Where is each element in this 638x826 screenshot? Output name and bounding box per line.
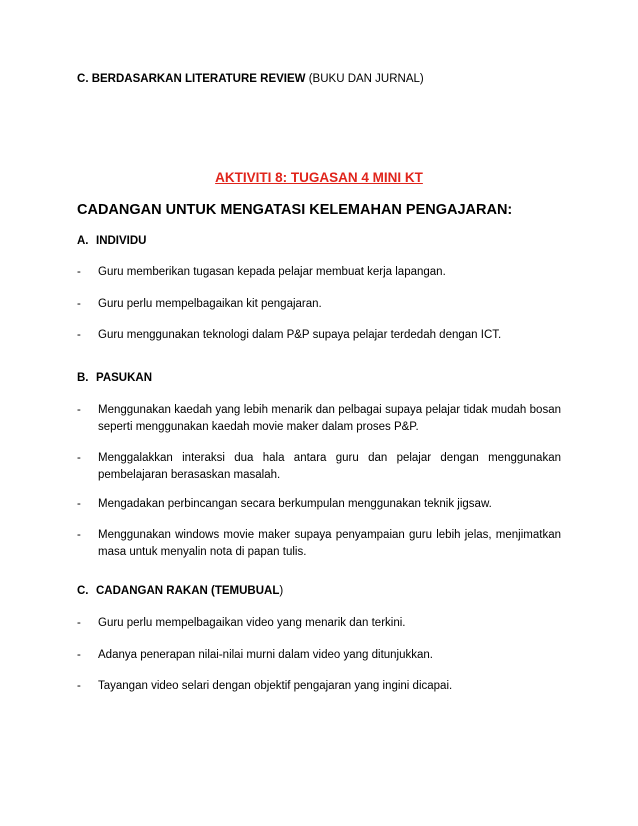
section-letter: B. [77,372,89,384]
section-letter: A. [77,235,89,247]
list-item [77,327,561,344]
list-item-text: Menggunakan kaedah yang lebih menarik dan pelbagai supaya pelajar tidak mudah bosan seperti menggunakan kaedah movie maker dalam proses P&P. [98,404,561,433]
list-item-text: Adanya penerapan nilai-nilai murni dalam video yang ditunjukkan. [98,649,433,661]
literature-review-heading [77,73,424,85]
bullet-dash: - [77,617,81,629]
bullet-dash: - [77,266,81,278]
list-item [77,450,561,484]
list-item [77,527,561,561]
activity-title: AKTIVITI 8: TUGASAN 4 MINI KT [215,170,423,185]
section-title-suffix: ) [279,585,284,597]
list-item [77,678,561,695]
section-letter: C. [77,585,89,597]
heading-prefix: C [77,73,86,85]
list-item [77,402,561,436]
list-item [77,496,561,513]
list-item-text: Guru memberikan tugasan kepada pelajar membuat kerja lapangan. [98,266,446,278]
section-title: INDIVIDU [96,235,147,247]
bullet-dash: - [77,329,81,341]
list-item-text: Menggunakan windows movie maker supaya penyampaian guru lebih jelas, menjimatkan masa untuk menyalin nota di papan tulis. [98,529,561,558]
bullet-dash: - [77,680,81,692]
main-heading: CADANGAN UNTUK MENGATASI KELEMAHAN PENGAJARAN: [77,202,513,218]
section-c-heading [77,585,283,597]
section-title: CADANGAN RAKAN (TEMUBUAL [96,585,280,597]
section-b-heading [77,372,152,384]
bullet-dash: - [77,452,81,464]
heading-subtitle: (BUKU DAN JURNAL) [305,73,424,85]
list-item [77,296,561,313]
list-item [77,647,561,664]
list-item-text: Guru perlu mempelbagaikan video yang menarik dan terkini. [98,617,406,629]
list-item [77,264,561,281]
bullet-dash: - [77,498,81,510]
bullet-dash: - [77,649,81,661]
list-item-text: Guru perlu mempelbagaikan kit pengajaran. [98,298,322,310]
list-item-text: Menggalakkan interaksi dua hala antara guru dan pelajar dengan menggunakan pembelajaran berasaskan masalah. [98,452,561,481]
list-item [77,615,561,632]
bullet-dash: - [77,404,81,416]
section-title: PASUKAN [96,372,153,384]
bullet-dash: - [77,298,81,310]
section-a-heading [77,235,146,247]
list-item-text: Mengadakan perbincangan secara berkumpulan menggunakan teknik jigsaw. [98,498,492,510]
list-item-text: Guru menggunakan teknologi dalam P&P supaya pelajar terdedah dengan ICT. [98,329,502,341]
list-item-text: Tayangan video selari dengan objektif pengajaran yang ingini dicapai. [98,680,453,692]
bullet-dash: - [77,529,81,541]
heading-title: . BERDASARKAN LITERATURE REVIEW [85,73,306,85]
